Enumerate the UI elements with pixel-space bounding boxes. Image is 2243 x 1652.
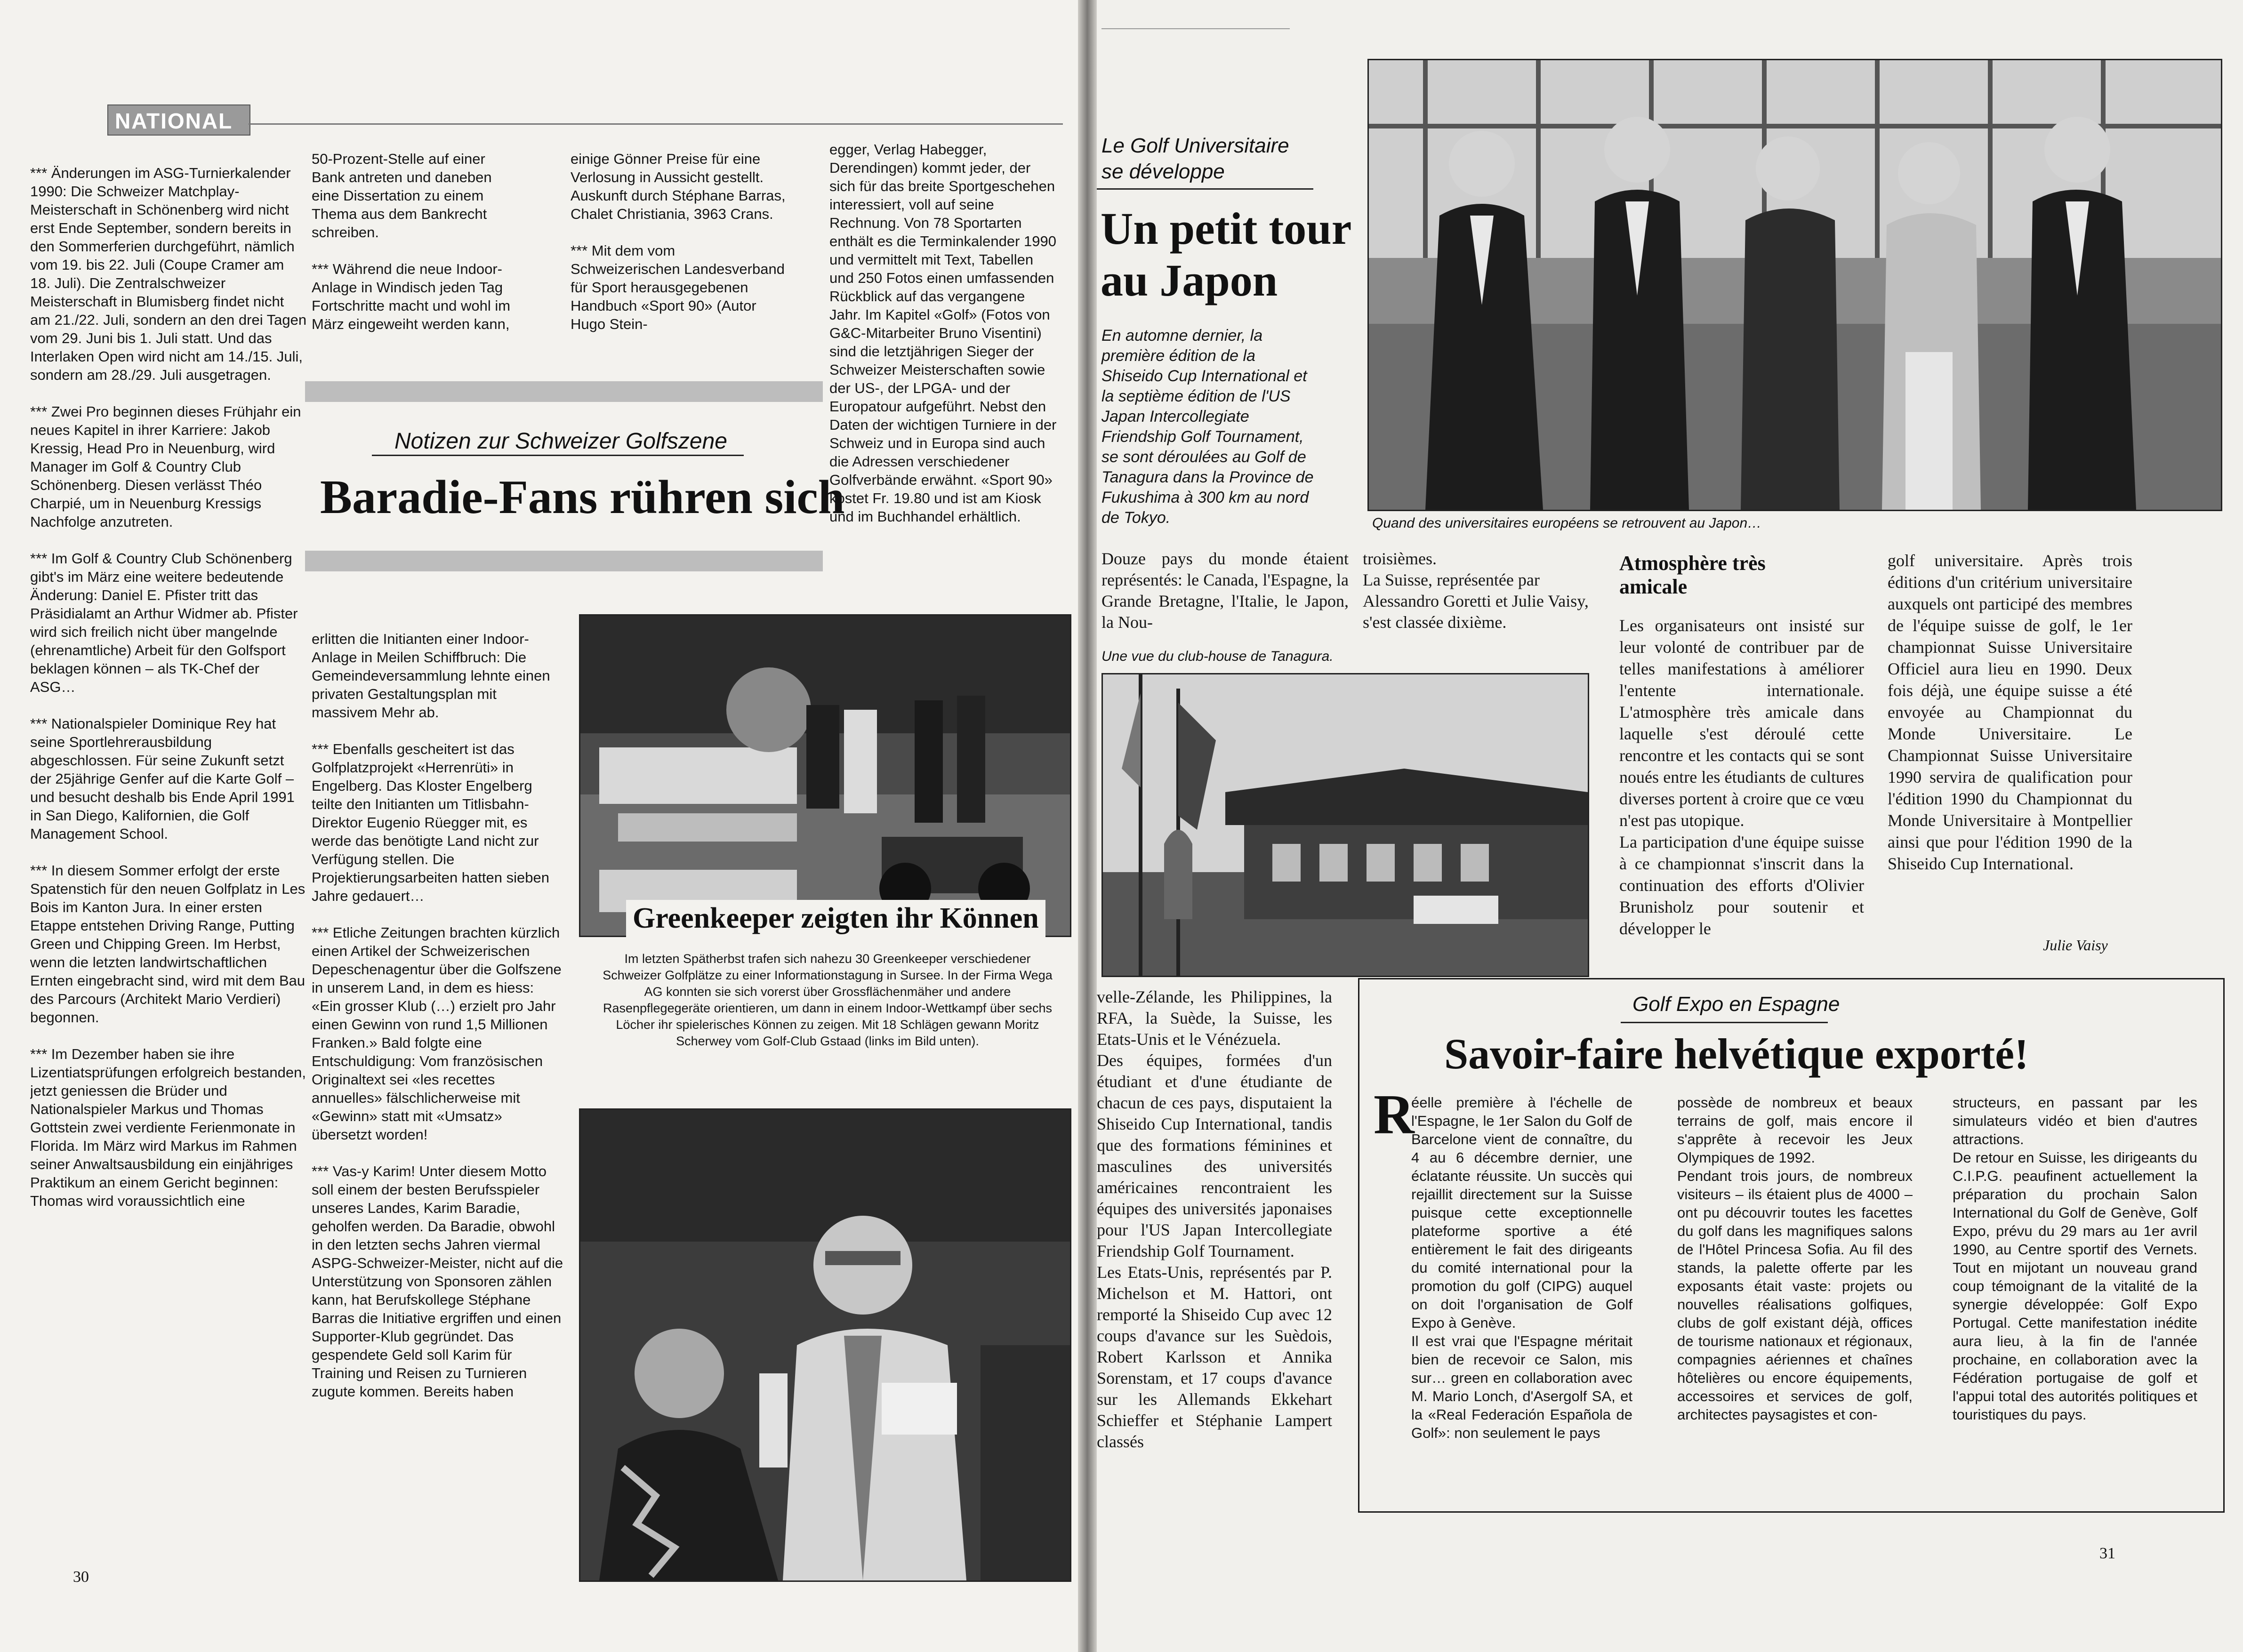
japan-body-c: Les organisateurs ont insisté sur leur volonté de contribuer par de telles manifestations à améliorer l'entente internationale. L'atmosphère très amicale dans laquelle s'est déroulé cette rencontre et les contacts qui se sont noués entre les étudiants de cultures diverses portent à croire que ce vœu n'est pas utopique. La participation d'une équipe suisse à ce championnat s'inscrit dans la continuation des efforts d'Olivier Brunisholz pour soutenir et développer le [1619, 616, 1864, 938]
japan-body-e: velle-Zélande, les Philippines, la RFA, la Suède, la Suisse, les Etats-Unis et le Vénézuela. Des équipes, formées d'un étudiant et d'une étudiante de chacun de ces pays, disputaient la Shiseido Cup International, tandis que des formations féminines et masculines des universités américaines rencontraient les équipes des universités japonaises pour l'US Japan Intercollegiate Friendship Golf Tournament. Les Etats-Unis, représentés par P. Michelson et M. Hattori, ont remporté la Shiseido Cup avec 12 coups d'avance sur les Suèdois, Robert Karlsson et Annika Sorenstam, et 17 coups d'avance sur les Allemands Ekkehart Schieffer et Stéphanie Lampert classés [1097, 987, 1332, 1451]
greenkeeper-headline: Greenkeeper zeigten ihr Können [626, 900, 1045, 937]
golf-expo-box [1358, 978, 2225, 1513]
atmosphere-subhead: Atmosphère très amicale [1619, 552, 1766, 598]
expo-kicker: Golf Expo en Espagne [1632, 993, 1840, 1016]
expo-column-1: éelle première à l'échelle de l'Espagne, le 1er Salon du Golf de Barcelone vient de connaître, du 4 au 6 décembre dernier, une éclatante réussite. Un succès qui rejaillit directement sur la Suisse puisque cette exceptionnelle plateforme sportive a été entièrement le fait des dirigeants du comité international pour la promotion du golf (CIPG) auquel on doit l'organisation de Golf Expo à Genève. Il est vrai que l'Espagne méritait bien de recevoir ce Salon, mis sur… green en collaboration avec M. Mario Lonch, d'Asergolf SA, et la «Real Federación Española de Golf»: non seulement le pays [1411, 1094, 1632, 1441]
greenkeeper-intro: Im letzten Spätherbst trafen sich nahezu 30 Greenkeeper verschiedener Schweizer Golfplätze zu einer Informationstagung in Sursee. In der Firma Wega AG konnten sie sich vorerst über Grossflächenmäher und andere Rasenpflegegeräte orientieren, um dann in einem Indoor-Wettkampf über sechs Löcher ihr spielerisches Können zu zeigen. Mit 18 Schlägen gewann Moritz Scherwey vom Golf-Club Gstaad (links im Bild unten). [603, 952, 1053, 1048]
top-left-rule [1101, 28, 1290, 29]
group-photo [1367, 59, 2222, 511]
japan-lead: En automne dernier, la première édition de la Shiseido Cup International et la septième édition de l'US Japan Intercollegiate Friendship Golf Tournament, se sont déroulées au Golf de Tanagura dans la Province de Fukushima à 300 km au nord de Tokyo. [1101, 327, 1314, 527]
news-column-1: *** Änderungen im ASG-Turnierkalender 1990: Die Schweizer Matchplay-Meisterschaft in Schönenberg wird nicht erst Ende September, sondern bereits in den Sommerferien durchgeführt, nämlich vom 19. bis 22. Juli (Coupe Cramer am 18. Juli). Die Zentralschweizer Meisterschaft in Blumisberg findet nicht am 21./22. Juli, sondern an den drei Tagen vom 29. Juni bis 1. Juli statt. Und das Interlaken Open wird nicht am 14./15. Juli, sondern am 28./29. Juli ausgetragen. *** Zwei Pro beginnen dieses Frühjahr ein neues Kapitel in ihrer Karriere: Jakob Kressig, Head Pro in Neuenburg, wird Manager im Golf & Country Club Schönenberg. Diesen verlässt Théo Charpié, um in Neuenburg Kressigs Nachfolge anzutreten. *** Im Golf & Country Club Schönenberg gibt's im März eine weitere bedeutende Änderung: Daniel E. Pfister tritt das Präsidialamt an Arthur Widmer ab. Pfister wird sich freilich nicht über mangelnde (ehrenamtliche) Arbeit für den Golfsport beklagen können – als TK-Chef der ASG… *** Nationalspieler Dominique Rey hat seine Sportlehrerausbildung abgeschlossen. Für seine Zukunft setzt der 25jährige Genfer auf die Karte Golf – und besucht deshalb bis Ende April 1991 in San Diego, Kalifornien, die Golf Management School. *** In diesem Sommer erfolgt der erste Spatenstich für den neuen Golfplatz in Les Bois im Kanton Jura. In einer ersten Etappe entstehen Driving Range, Putting Green und Chipping Green. Im Herbst, wenn die letzten landwirtschaftlichen Ernten eingebracht sind, wird mit dem Bau des Parcours (Architekt Mario Verdieri) begonnen. *** Im Dezember haben sie ihre Lizentiatsprüfungen erfolgreich bestanden, jetzt geniessen die Brüder und Nationalspieler Markus und Thomas Gottstein zwei verdiente Ferienmonate in Florida. Im März wird Markus im Rahmen seiner Anwaltsausbildung ein einjähriges Praktikum an einem Gericht beginnen: Thomas wird voraussichtlich eine [30, 165, 307, 1209]
japan-body-d: golf universitaire. Après trois éditions d'un critérium universitaire auxquels ont participé des membres de l'équipe suisse de golf, le 1er championnat Suisse Universitaire Officiel aura lieu en 1990. Deux fois déjà, une équipe suisse a été envoyée au Championnat du Monde Universitaire. Le Championnat Suisse Universitaire 1990 servira de qualification pour l'édition 1990 du Championnat du Monde Universitaire à Montpellier ainsi que pour l'édition 1990 de la Shiseido Cup International. [1888, 551, 2132, 873]
news-column-2-top: 50-Prozent-Stelle auf einer Bank antreten und daneben eine Dissertation zu einem Thema aus dem Bankrecht schreiben. *** Während die neue Indoor-Anlage in Windisch jeden Tag Fortschritte macht und wohl im März eingeweiht werden kann, [312, 151, 511, 332]
notizen-grey-bar-bottom [305, 551, 823, 571]
notizen-underline [372, 455, 744, 456]
spine-gutter [1078, 0, 1097, 1652]
japan-headline-line2: au Japon [1101, 255, 1278, 305]
notizen-kicker: Notizen zur Schweizer Golfszene [394, 429, 727, 454]
expo-headline: Savoir-faire helvétique exporté! [1444, 1030, 2029, 1078]
notizen-grey-bar-top [305, 381, 823, 402]
news-column-2-lower: erlitten die Initianten einer Indoor-Anlage in Meilen Schiffbruch: Die Gemeindeversammlung lehnte einen privaten Gestaltungsplan mit massivem Mehr ab. *** Ebenfalls gescheitert ist das Golfplatzprojekt «Herrenrüti» in Engelberg. Das Kloster Engelberg teilte den Initianten um Titlisbahn-Direktor Eugenio Rüegger mit, es werde das benötigte Land nicht zur Verfügung stellen. Die Projektierungsarbeiten hatten sieben Jahre gedauert… *** Etliche Zeitungen brachten kürzlich einen Artikel der Schweizerischen Depeschenagentur über die Golfszene in unserem Land, in dem es hiess: «Ein grosser Klub (…) erzielt pro Jahr einen Gewinn von rund 1,5 Millionen Franken.» Bald folgte eine Entschuldigung: Vom französischen Originaltext sei «les recettes annuelles» fälschlicherweise mit «Gewinn» statt mit «Umsatz» übersetzt worden! *** Vas-y Karim! Unter diesem Motto soll einem der besten Berufsspieler unseres Landes, Karim Baradie, geholfen werden. Da Baradie, obwohl in den letzten sechs Jahren viermal ASPG-Schweizer-Meister, nicht auf die Unterstützung von Sponsoren zählen kann, hat Berufskollege Stéphane Barras die Initiative ergriffen und einen Supporter-Klub gegründet. Das gespendete Geld soll Karim für Training und Reisen zu Turnieren zugute kommen. Bereits haben [312, 631, 563, 1400]
news-column-3-top: einige Gönner Preise für eine Verlosung in Aussicht gestellt. Auskunft durch Stéphane Barras, Chalet Christiania, 3963 Crans. *** Mit dem vom Schweizerischen Landesverband für Sport herausgegebenen Handbuch «Sport 90» (Autor Hugo Stein- [571, 151, 786, 332]
japan-kicker-line1: Le Golf Universitaire [1101, 134, 1289, 157]
clubhouse-caption: Une vue du club-house de Tanagura. [1101, 649, 1334, 664]
expo-dropcap: R [1374, 1083, 1415, 1146]
japan-kicker-underline [1097, 188, 1313, 190]
right-page [1097, 0, 2243, 1652]
section-rule [249, 123, 1063, 125]
expo-kicker-underline [1621, 1022, 1828, 1023]
page-number-left: 30 [73, 1568, 89, 1586]
page-number-right: 31 [2099, 1545, 2115, 1562]
indoor-golf-photo [579, 614, 1071, 937]
expo-column-3: structeurs, en passant par les simulateurs vidéo et bien d'autres attractions. De retour en Suisse, les dirigeants du C.I.P.G. peaufinent actuellement la préparation du prochain Salon International du Golf de Genève, Golf Expo, prévu du 29 mars au 1er avril 1990, au Centre sportif des Vernets. Tout en mijotant un nouveau grand coup témoignant de la vitalité de la synergie développée: Golf Expo Portugal. Cette manifestation inédite aura lieu, à la fin de l'année prochaine, en collaboration avec la Fédération portugaise de golf et l'appui total des autorités politiques et touristiques du pays. [1953, 1094, 2197, 1423]
japan-headline-line1: Un petit tour [1101, 203, 1352, 254]
left-page [0, 0, 1078, 1652]
article-author: Julie Vaisy [2043, 937, 2108, 954]
japan-body-b: troisièmes. La Suisse, représentée par Alessandro Goretti et Julie Vaisy, s'est classée dixième. [1363, 549, 1589, 632]
award-photo [579, 1108, 1071, 1582]
japan-kicker-line2: se développe [1101, 160, 1225, 183]
baradie-headline: Baradie-Fans rühren sich [320, 471, 845, 524]
news-column-4-top: egger, Verlag Habegger, Derendingen) kommt jeder, der sich für das breite Sportgeschehen interessiert, voll auf seine Rechnung. Von 78 Sportarten enthält es die Terminkalender 1990 und vermittelt mit Text, Tabellen und 250 Fotos einen umfassenden Rückblick auf das vergangene Jahr. Im Kapitel «Golf» (Fotos von G&C-Mitarbeiter Bruno Visentini) sind die letztjährigen Sieger der Schweizer Meisterschaften sowie der US-, der LPGA- und der Europatour aufgeführt. Nebst den Daten der wichtigen Turniere in der Schweiz und in Europa sind auch die Adressen verschiedener Golfverbände erwähnt. «Sport 90» kostet Fr. 19.80 und ist am Kiosk und im Buchhandel erhältlich. [829, 141, 1057, 525]
expo-column-2: possède de nombreux et beaux terrains de golf, mais encore il s'apprête à recevoir les Jeux Olympiques de 1992. Pendant trois jours, de nombreux visiteurs – ils étaient plus de 4000 – ont pu découvrir toutes les facettes du golf dans les magnifiques salons de l'Hôtel Princesa Sofia. Au fil des stands, la palette offerte par les exposants était vaste: projets ou nouvelles réalisations golfiques, clubs de golf existant déjà, offices de tourisme nationaux et régionaux, compagnies aériennes et chaînes hôtelières ou encore équipements, accessoires et services de golf, architectes paysagistes et con- [1677, 1094, 1913, 1423]
section-tag: NATIONAL [107, 104, 250, 136]
japan-body-a: Douze pays du monde étaient représentés: le Canada, l'Espagne, la Grande Bretagne, l'Italie, le Japon, la Nou- [1101, 549, 1349, 632]
group-photo-caption: Quand des universitaires européens se retrouvent au Japon… [1372, 515, 1762, 531]
clubhouse-photo [1101, 673, 1589, 977]
